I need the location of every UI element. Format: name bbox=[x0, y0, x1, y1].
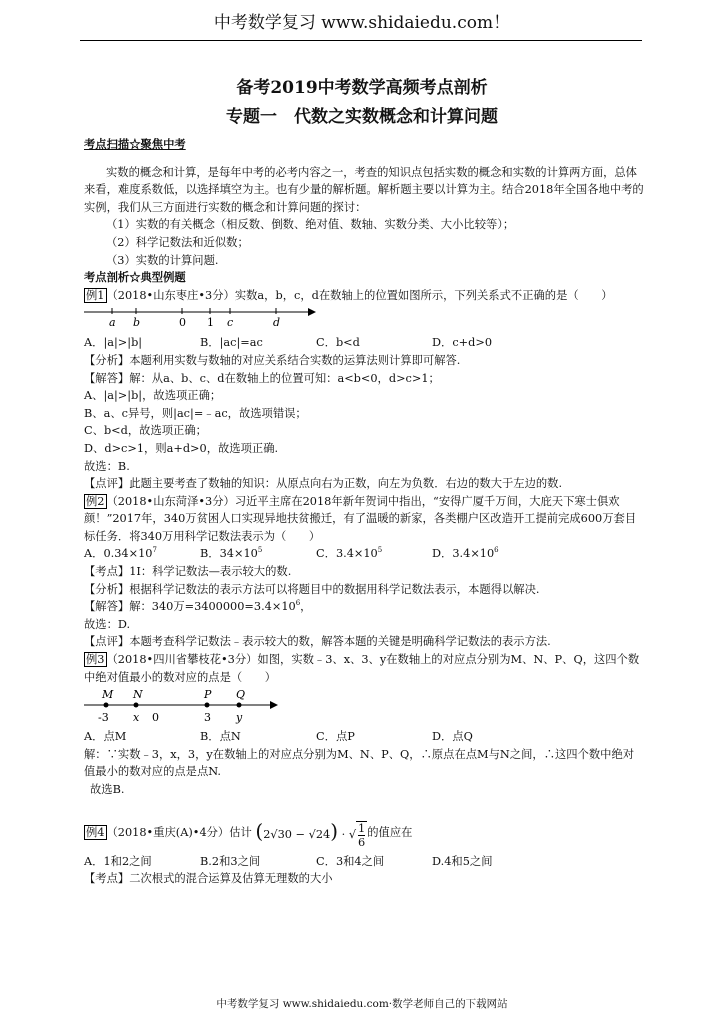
option-a: A．1和2之间 bbox=[84, 854, 152, 868]
example-1-options bbox=[84, 334, 644, 352]
option-d: D．$3.4\times 10^6$ bbox=[432, 546, 499, 561]
example-2-answer: 故选：D. bbox=[84, 617, 131, 631]
example-2-question: 例2 （2018•山东菏泽•3分）习近平主席在2018年新年贺词中指出，“安得广厦千万间，大庇天下寒士俱欢颜！”2017年，340万贫困人口实现异地扶贫搬迁，有了温暖的新家，各类棚户区改造开工提前完成600万套目标任务．将340万用科学记数法表示为（ ） bbox=[84, 494, 637, 543]
example-2-comment: 【点评】本题考查科学记数法﹣表示较大的数，解答本题的关键是明确科学记数法的表示方法. bbox=[84, 635, 551, 649]
example-3-question: 例3 （2018•四川省攀枝花•3分）如图，实数﹣3、x、3、y在数轴上的对应点分别为M、N、P、Q，这四个数中绝对值最小的数对应的点是（ ） bbox=[84, 653, 640, 684]
option-a: A．点M bbox=[84, 730, 127, 744]
option-d: D.4和5之间 bbox=[432, 854, 493, 868]
axis3-label-Q: Q bbox=[236, 688, 246, 702]
topic-item-3: （3）实数的计算问题. bbox=[106, 253, 219, 267]
option-b: B．|ac|=ac bbox=[200, 336, 263, 350]
section-heading-examples: 考点剖析☆典型例题 bbox=[84, 270, 186, 285]
math-expression: (2√30 − √24) · √ $\frac{1}{6}$ bbox=[255, 818, 366, 849]
axis3-label-minus3: -3 bbox=[98, 711, 109, 725]
option-d: D．c+d>0 bbox=[432, 336, 493, 350]
example-4-point: 【考点】二次根式的混合运算及估算无理数的大小 bbox=[84, 872, 333, 886]
example-2-options bbox=[84, 545, 644, 563]
doc-title: 备考2019中考数学高频考点剖析 bbox=[236, 78, 488, 98]
option-b: B．$34\times 10^5$ bbox=[200, 546, 263, 561]
axis3-label-0: 0 bbox=[152, 711, 159, 725]
axis1-label-0: 0 bbox=[179, 316, 186, 330]
topic-item-1: （1）实数的有关概念（相反数、倒数、绝对值、数轴、实数分类、大小比较等）； bbox=[106, 218, 515, 232]
intro-paragraph: 实数的概念和计算，是每年中考的必考内容之一，考查的知识点包括实数的概念和实数的计算两方面，总体来看，难度系数低，以选择填空为主。也有少量的解析题。解析题主要以计算为主。结合2018年全国各地中考的实例，我们从三方面进行实数的概念和计算问题的探讨： bbox=[84, 165, 644, 214]
axis3-label-M: M bbox=[102, 688, 114, 702]
example-3-options bbox=[84, 728, 644, 746]
example-1-solution: 【解答】解：从a、b、c、d在数轴上的位置可知：a<b<0，d>c>1； bbox=[84, 371, 440, 385]
example-2-solution: 【解答】解：340万$=3400000=3.4\times 10^6$， bbox=[84, 599, 312, 614]
example-1-answer: 故选：B. bbox=[84, 459, 130, 473]
axis3-label-y: y bbox=[236, 711, 243, 725]
example-4-question: 例4 （2018•重庆(A)•4分）估计 (2√30 − √24) · √ $\frac{1}{6}$ 的值应在 bbox=[84, 813, 644, 853]
example-1-step-d: D、d>c>1，则a+d>0，故选项正确. bbox=[84, 441, 279, 455]
page-footer: 中考数学复习 www.shidaiedu.com·数学老师自己的下载网站 bbox=[216, 998, 508, 1010]
option-c: C．点P bbox=[316, 730, 355, 744]
example-2-analysis: 【分析】根据科学记数法的表示方法可以将题目中的数据用科学记数法表示，本题得以解决. bbox=[84, 582, 540, 596]
example-4-tag: 例4 bbox=[86, 825, 105, 839]
example-1-question: 例1 （2018•山东枣庄•3分）实数a，b，c，d在数轴上的位置如图所示，下列关系式不正确的是（ ） bbox=[86, 288, 613, 302]
example-1-step-a: A、|a|>|b|，故选项正确； bbox=[84, 389, 222, 403]
axis3-label-P: P bbox=[204, 688, 212, 702]
example-1-step-b: B、a、c异号，则|ac|=﹣ac，故选项错误； bbox=[84, 406, 307, 420]
option-a: A．|a|>|b| bbox=[84, 336, 143, 350]
example-2-point: 【考点】1I：科学记数法—表示较大的数. bbox=[84, 565, 292, 579]
option-c: C．b<d bbox=[316, 336, 360, 350]
example-1-analysis: 【分析】本题利用实数与数轴的对应关系结合实数的运算法则计算即可解答. bbox=[84, 353, 461, 367]
document-body bbox=[84, 136, 644, 888]
axis3-label-x: x bbox=[133, 711, 140, 725]
header-divider bbox=[80, 40, 642, 41]
option-c: C．3和4之间 bbox=[316, 854, 385, 868]
axis1-label-a: a bbox=[109, 316, 116, 330]
example-3-answer: 故选B. bbox=[90, 783, 125, 796]
example-3-tag: 例3 bbox=[86, 653, 105, 667]
option-d: D．点Q bbox=[432, 730, 473, 744]
section-heading-scan: 考点扫描☆聚焦中考 bbox=[84, 137, 186, 151]
axis3-label-3: 3 bbox=[204, 711, 211, 725]
number-line-1 bbox=[84, 306, 324, 332]
number-line-3 bbox=[84, 688, 324, 726]
example-4-options bbox=[84, 853, 644, 871]
option-b: B．点N bbox=[200, 730, 241, 744]
option-a: A．$0.34\times 10^7$ bbox=[84, 546, 157, 561]
example-1-comment: 【点评】此题主要考查了数轴的知识：从原点向右为正数，向左为负数．右边的数大于左边的数. bbox=[84, 477, 563, 491]
option-b: B.2和3之间 bbox=[200, 854, 261, 868]
topic-item-2: （2）科学记数法和近似数； bbox=[106, 235, 249, 249]
option-c: C．$3.4\times 10^5$ bbox=[316, 546, 383, 561]
axis1-label-b: b bbox=[133, 316, 141, 330]
axis1-label-c: c bbox=[227, 316, 234, 330]
axis1-label-d: d bbox=[273, 316, 281, 330]
axis1-label-1: 1 bbox=[207, 316, 214, 330]
example-1-tag: 例1 bbox=[86, 288, 105, 302]
page-header: 中考数学复习 www.shidaiedu.com！ bbox=[213, 13, 511, 33]
example-2-tag: 例2 bbox=[86, 494, 105, 508]
axis3-label-N: N bbox=[133, 688, 143, 702]
example-3-solution: 解：∵实数﹣3，x，3，y在数轴上的对应点分别为M、N、P、Q，∴原点在点M与N之间，∴这四个数中绝对值最小的数对应的点是点N. bbox=[84, 747, 635, 779]
example-1-step-c: C、b<d，故选项正确； bbox=[84, 424, 207, 438]
doc-subtitle: 专题一 代数之实数概念和计算问题 bbox=[226, 107, 498, 127]
